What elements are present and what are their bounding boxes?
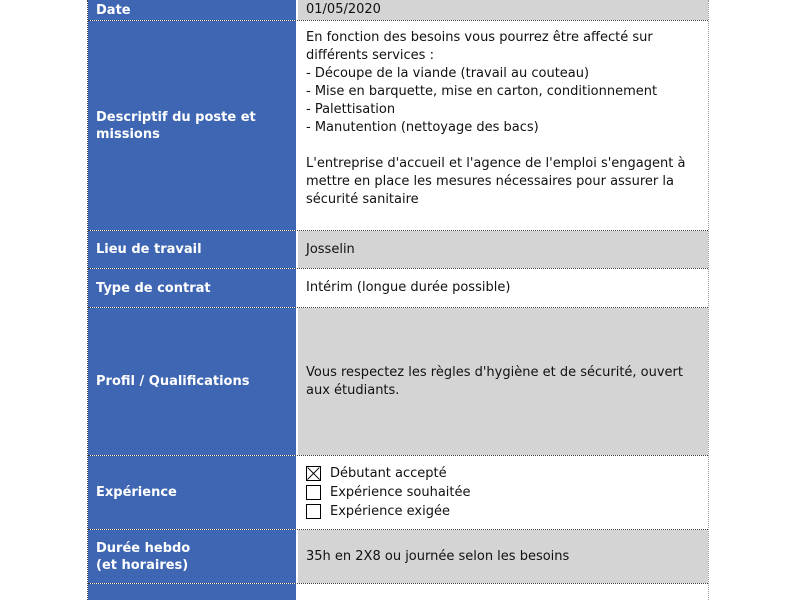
- description-label: Descriptif du poste et missions: [88, 21, 298, 230]
- description-intro: En fonction des besoins vous pourrez être affecté sur différents services :: [306, 30, 653, 63]
- table-row-date: [88, 0, 708, 21]
- table-row-hours: [88, 530, 708, 584]
- experience-label: Expérience: [88, 456, 298, 529]
- date-value: 01/05/2020: [298, 0, 708, 20]
- location-value: Josselin: [298, 231, 708, 268]
- partial-row-label: [88, 584, 298, 600]
- job-offer-table: [87, 0, 709, 600]
- table-row-location: [88, 231, 708, 269]
- table-row-partial: [88, 584, 708, 600]
- experience-option: [306, 502, 698, 521]
- checkbox-unchecked-icon[interactable]: [306, 485, 321, 500]
- experience-value: [298, 456, 708, 529]
- contract-value: Intérim (longue durée possible): [298, 269, 708, 307]
- date-label: Date: [88, 0, 298, 20]
- checkbox-checked-icon[interactable]: [306, 466, 321, 481]
- description-bullet: - Palettisation: [306, 102, 396, 117]
- description-bullet: - Manutention (nettoyage des bacs): [306, 120, 539, 135]
- hours-label: [88, 530, 298, 583]
- description-bullet: - Découpe de la viande (travail au couteau): [306, 66, 590, 81]
- partial-row-value: [298, 584, 708, 600]
- hours-label-line2: (et horaires): [96, 557, 189, 573]
- description-note: L'entreprise d'accueil et l'agence de l'emploi s'engagent à mettre en place les mesures nécessaires pour assurer la sécurité sanitaire: [306, 156, 686, 207]
- table-row-description: [88, 21, 708, 231]
- experience-option-label: Débutant accepté: [330, 465, 447, 481]
- checkbox-unchecked-icon[interactable]: [306, 504, 321, 519]
- experience-option-label: Expérience exigée: [330, 503, 450, 519]
- experience-option: [306, 464, 698, 483]
- profile-label: Profil / Qualifications: [88, 308, 298, 455]
- experience-option-label: Expérience souhaitée: [330, 484, 471, 500]
- description-bullet: - Mise en barquette, mise en carton, conditionnement: [306, 84, 658, 99]
- table-row-profile: [88, 308, 708, 456]
- contract-label: Type de contrat: [88, 269, 298, 307]
- location-label: Lieu de travail: [88, 231, 298, 268]
- hours-label-line1: Durée hebdo: [96, 540, 191, 556]
- hours-value: 35h en 2X8 ou journée selon les besoins: [298, 530, 708, 583]
- description-value: [298, 21, 708, 230]
- profile-value: Vous respectez les règles d'hygiène et de sécurité, ouvert aux étudiants.: [298, 308, 708, 455]
- experience-option: [306, 483, 698, 502]
- table-row-contract: [88, 269, 708, 308]
- table-row-experience: [88, 456, 708, 530]
